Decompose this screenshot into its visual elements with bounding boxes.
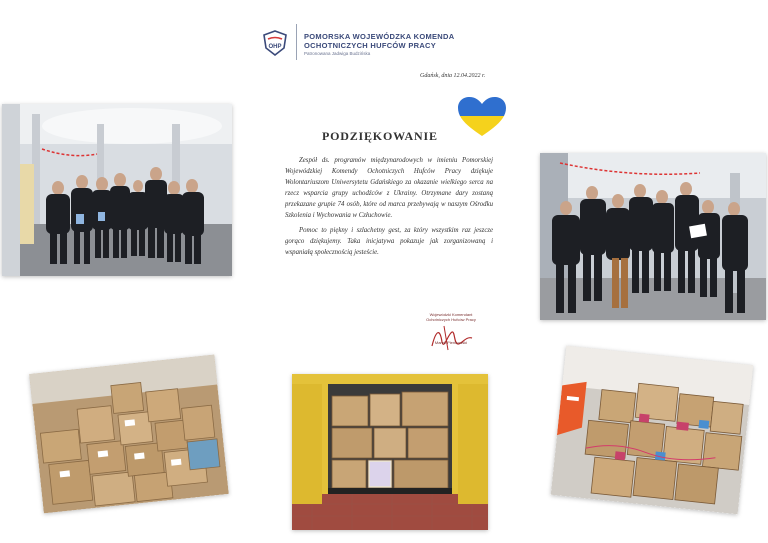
letter-paragraph-1: Zespół ds. programów międzynarodowych w imieniu Pomorskiej Wojewódzkiej Komendy Ochotniczych Hufców Pracy dziękuje Wolontariuszom Uniwersytetu Gdańskiego za okazanie wielkiego serca na rzecz wsparcia grupy uchodźców z Ukrainy. Otrzymane dary zostaną przekazane grupie 74 osób, które od marca przebywają w naszym Ośrodku Szkolenia i Wychowania w Człuchowie. — [285, 157, 493, 219]
photo-van-loaded — [292, 374, 488, 530]
stamp-signer: Marek Pieńkowski — [434, 340, 468, 345]
ohp-logo — [262, 30, 288, 56]
signature-icon — [422, 320, 482, 354]
stamp-line-1: Wojewódzki Komendant — [429, 312, 473, 317]
photo-volunteers-hall — [2, 104, 232, 276]
letter-paragraph-2: Pomoc to piękny i szlachetny gest, za który wszystkim raz jeszcze gorąco dziękujemy. Taka inicjatywa pokazuje jak zorganizowaną i wspaniałą społecznością jesteście. — [285, 227, 493, 256]
stamp-line-2: Ochotniczych Hufców Pracy — [426, 317, 476, 322]
photo-volunteers-group — [540, 153, 766, 320]
header-divider — [296, 24, 297, 60]
ohp-shield-icon — [262, 30, 288, 56]
org-name-line1: POMORSKA WOJEWÓDZKA KOMENDA — [304, 32, 455, 41]
letter-body — [285, 155, 493, 262]
ukraine-heart-icon — [457, 96, 507, 138]
photo-donation-boxes-floor — [551, 346, 754, 515]
letter-title: PODZIĘKOWANIE — [322, 129, 438, 143]
letter-date: Gdańsk, dnia 12.04.2022 r. — [420, 73, 486, 79]
logo-text: OHP — [268, 44, 282, 50]
org-subtitle: Patronowana Jadwiga Budzińska — [304, 51, 371, 56]
photo-donation-boxes-stack — [29, 355, 229, 514]
org-name-line2: OCHOTNICZYCH HUFCÓW PRACY — [304, 41, 437, 50]
